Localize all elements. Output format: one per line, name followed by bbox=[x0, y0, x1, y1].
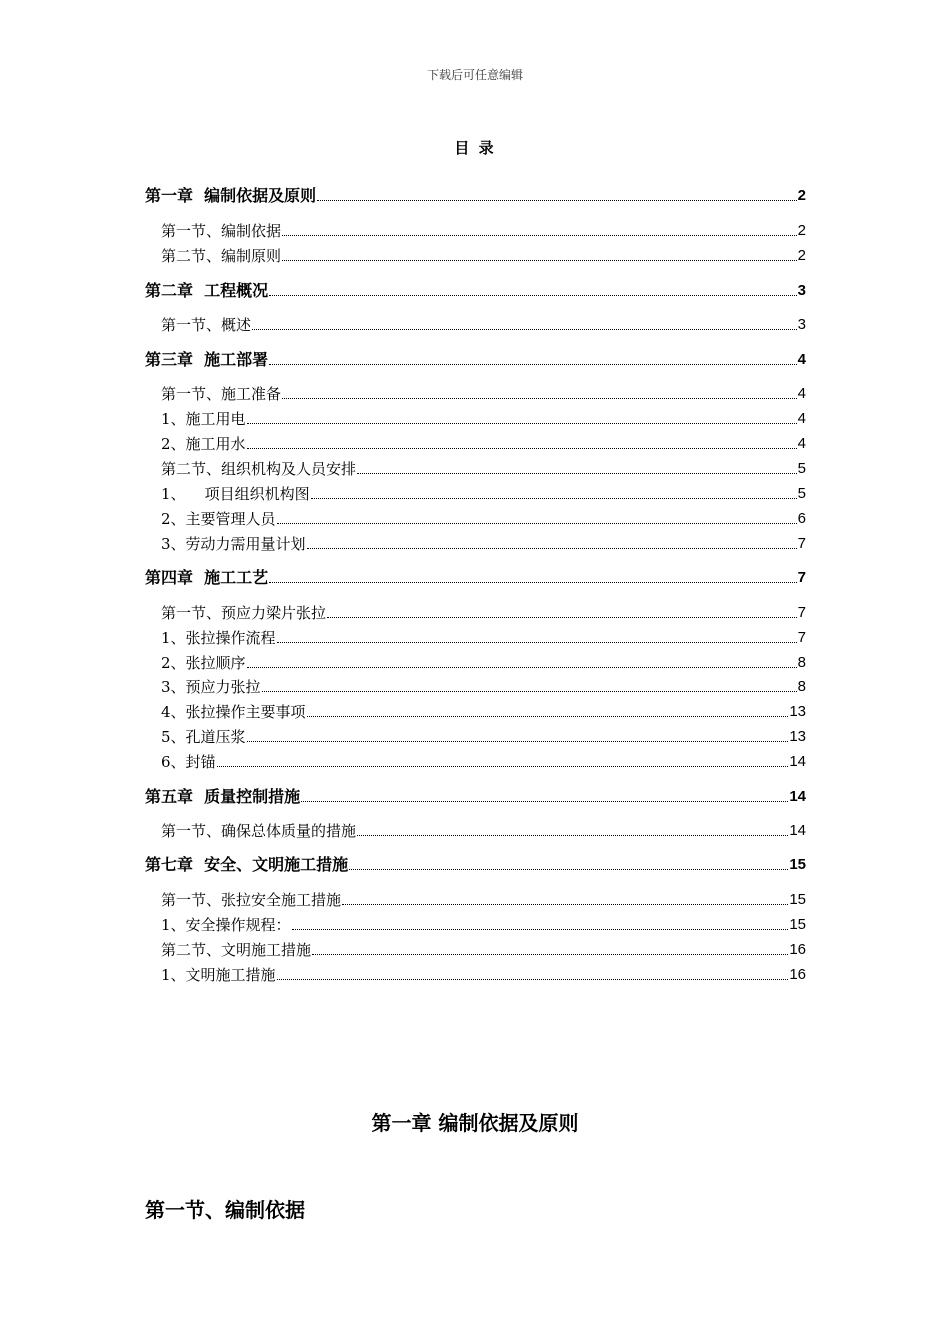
toc-leader-dots bbox=[269, 363, 797, 365]
toc-section-entry[interactable] bbox=[145, 913, 806, 935]
toc-entry-page: 13 bbox=[789, 703, 806, 720]
toc-title: 目 录 bbox=[454, 139, 496, 157]
toc-entry-title: 2、施工用水 bbox=[161, 435, 246, 453]
toc-leader-dots bbox=[269, 581, 797, 583]
toc-section-entry[interactable] bbox=[145, 457, 806, 479]
toc-entry-title: 1、文明施工措施 bbox=[161, 966, 276, 984]
toc-leader-dots bbox=[292, 928, 789, 930]
toc-entry-page: 15 bbox=[789, 916, 806, 933]
toc-entry-page: 8 bbox=[797, 654, 806, 671]
toc-entry-page: 14 bbox=[789, 822, 806, 839]
toc-entry-page: 2 bbox=[797, 247, 806, 264]
toc-entry-page: 4 bbox=[797, 410, 806, 427]
toc-leader-dots bbox=[247, 422, 797, 424]
toc-entry-title: 2、主要管理人员 bbox=[161, 510, 276, 528]
toc-leader-dots bbox=[349, 868, 788, 870]
toc-leader-dots bbox=[247, 740, 789, 742]
toc-section-entry[interactable] bbox=[145, 313, 806, 335]
toc-entry-page: 13 bbox=[789, 728, 806, 745]
toc-entry-page: 7 bbox=[797, 604, 806, 621]
toc-entry-title: 第一节、概述 bbox=[161, 316, 252, 334]
toc-section-entry[interactable] bbox=[145, 651, 806, 673]
toc-entry-page: 16 bbox=[789, 966, 806, 983]
toc-entry-title: 1、 项目组织机构图 bbox=[161, 485, 310, 503]
toc-leader-dots bbox=[247, 447, 797, 449]
toc-entry-title: 第二章 工程概况 bbox=[145, 281, 269, 300]
toc-entry-page: 5 bbox=[797, 485, 806, 502]
toc-entry-page: 2 bbox=[797, 187, 806, 204]
toc-section-entry[interactable] bbox=[145, 432, 806, 454]
toc-chapter-entry[interactable] bbox=[145, 853, 806, 875]
toc-entry-page: 15 bbox=[789, 856, 806, 873]
toc-entry-page: 4 bbox=[797, 435, 806, 452]
toc-entry-title: 第一章 编制依据及原则 bbox=[145, 186, 317, 205]
toc-section-entry[interactable] bbox=[145, 382, 806, 404]
toc-leader-dots bbox=[277, 522, 797, 524]
toc-section-entry[interactable] bbox=[145, 938, 806, 960]
toc-entry-title: 4、张拉操作主要事项 bbox=[161, 703, 306, 721]
toc-leader-dots bbox=[357, 472, 797, 474]
toc-chapter-entry[interactable] bbox=[145, 348, 806, 370]
toc-entry-page: 16 bbox=[789, 941, 806, 958]
toc-leader-dots bbox=[357, 834, 788, 836]
toc-leader-dots bbox=[327, 616, 797, 618]
toc-entry-title: 第二节、组织机构及人员安排 bbox=[161, 460, 357, 478]
toc-entry-page: 7 bbox=[797, 569, 806, 586]
section-heading: 第一节、编制依据 bbox=[145, 1198, 305, 1222]
toc-section-entry[interactable] bbox=[145, 532, 806, 554]
toc-section-entry[interactable] bbox=[145, 626, 806, 648]
toc-section-entry[interactable] bbox=[145, 819, 806, 841]
toc-leader-dots bbox=[247, 666, 797, 668]
toc-entry-title: 第一节、预应力梁片张拉 bbox=[161, 604, 327, 622]
toc-chapter-entry[interactable] bbox=[145, 184, 806, 206]
toc-entry-title: 第二节、编制原则 bbox=[161, 247, 282, 265]
toc-leader-dots bbox=[311, 497, 797, 499]
toc-entry-page: 5 bbox=[797, 460, 806, 477]
toc-entry-page: 3 bbox=[797, 282, 806, 299]
toc-leader-dots bbox=[342, 903, 788, 905]
toc-leader-dots bbox=[307, 547, 797, 549]
toc-entry-title: 第三章 施工部署 bbox=[145, 350, 269, 369]
toc-entry-title: 第五章 质量控制措施 bbox=[145, 787, 301, 806]
toc-entry-title: 第一节、确保总体质量的措施 bbox=[161, 822, 357, 840]
toc-section-entry[interactable] bbox=[145, 219, 806, 241]
toc-entry-title: 3、劳动力需用量计划 bbox=[161, 535, 306, 553]
toc-entry-page: 4 bbox=[797, 385, 806, 402]
toc-leader-dots bbox=[277, 641, 797, 643]
toc-leader-dots bbox=[282, 259, 797, 261]
toc-entry-page: 14 bbox=[789, 788, 806, 805]
toc-leader-dots bbox=[262, 690, 797, 692]
toc-leader-dots bbox=[307, 715, 789, 717]
toc-leader-dots bbox=[282, 234, 797, 236]
toc-leader-dots bbox=[269, 294, 797, 296]
toc-section-entry[interactable] bbox=[145, 963, 806, 985]
toc-leader-dots bbox=[277, 978, 789, 980]
toc-section-entry[interactable] bbox=[145, 407, 806, 429]
toc-entry-title: 第一节、张拉安全施工措施 bbox=[161, 891, 342, 909]
toc-leader-dots bbox=[317, 199, 797, 201]
toc-entry-page: 3 bbox=[797, 316, 806, 333]
toc-entry-page: 7 bbox=[797, 535, 806, 552]
toc-leader-dots bbox=[312, 953, 788, 955]
toc-entry-title: 第一节、编制依据 bbox=[161, 222, 282, 240]
toc-entry-title: 第二节、文明施工措施 bbox=[161, 941, 312, 959]
toc-chapter-entry[interactable] bbox=[145, 785, 806, 807]
toc-section-entry[interactable] bbox=[145, 750, 806, 772]
toc-section-entry[interactable] bbox=[145, 482, 806, 504]
toc-section-entry[interactable] bbox=[145, 700, 806, 722]
toc-entry-page: 7 bbox=[797, 629, 806, 646]
toc-leader-dots bbox=[301, 800, 788, 802]
toc-entry-title: 2、张拉顺序 bbox=[161, 654, 246, 672]
toc-entry-title: 1、施工用电 bbox=[161, 410, 246, 428]
toc-section-entry[interactable] bbox=[145, 675, 806, 697]
chapter-heading: 第一章 编制依据及原则 bbox=[371, 1111, 579, 1135]
toc-entry-page: 15 bbox=[789, 891, 806, 908]
toc-entry-title: 第四章 施工工艺 bbox=[145, 568, 269, 587]
toc-entry-page: 6 bbox=[797, 510, 806, 527]
toc-leader-dots bbox=[217, 765, 789, 767]
toc-entry-title: 第七章 安全、文明施工措施 bbox=[145, 855, 349, 874]
toc-entry-title: 6、封锚 bbox=[161, 753, 216, 771]
toc-section-entry[interactable] bbox=[145, 888, 806, 910]
toc-chapter-entry[interactable] bbox=[145, 279, 806, 301]
toc-chapter-entry[interactable] bbox=[145, 566, 806, 588]
toc-section-entry[interactable] bbox=[145, 244, 806, 266]
toc-entry-title: 1、张拉操作流程 bbox=[161, 629, 276, 647]
toc-entry-title: 1、安全操作规程： bbox=[161, 916, 291, 934]
toc-entry-title: 5、孔道压浆 bbox=[161, 728, 246, 746]
toc-leader-dots bbox=[282, 397, 797, 399]
toc-section-entry[interactable] bbox=[145, 725, 806, 747]
toc-section-entry[interactable] bbox=[145, 507, 806, 529]
page-header: 下载后可任意编辑 bbox=[426, 68, 523, 82]
toc-entry-page: 2 bbox=[797, 222, 806, 239]
toc-leader-dots bbox=[252, 328, 797, 330]
toc-entry-title: 第一节、施工准备 bbox=[161, 385, 282, 403]
toc-entry-page: 14 bbox=[789, 753, 806, 770]
toc-entry-title: 3、预应力张拉 bbox=[161, 678, 261, 696]
toc-section-entry[interactable] bbox=[145, 601, 806, 623]
toc-entry-page: 8 bbox=[797, 678, 806, 695]
toc-entry-page: 4 bbox=[797, 351, 806, 368]
